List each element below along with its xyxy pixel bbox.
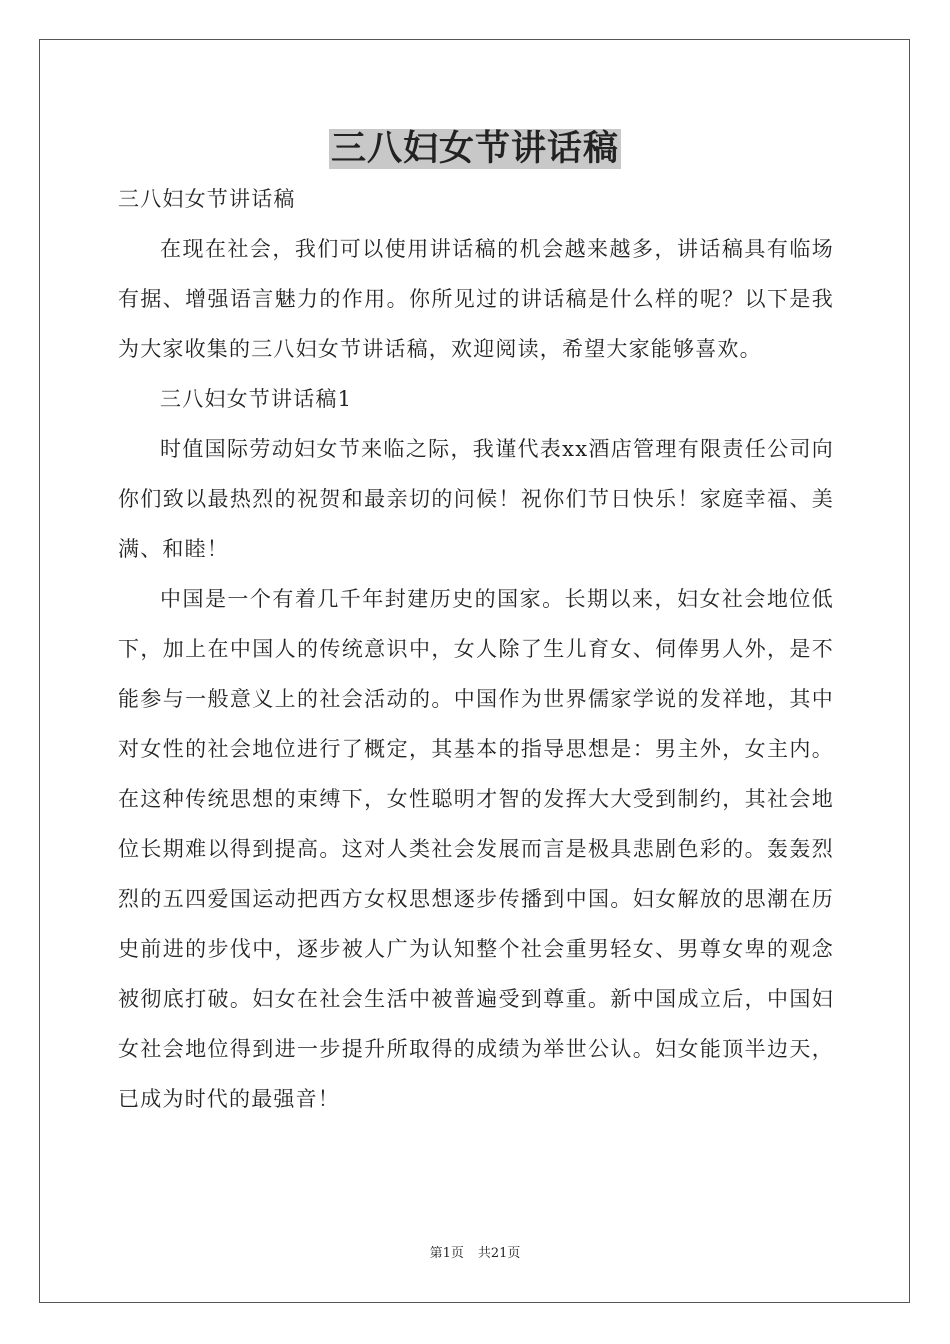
document-title: [0, 124, 950, 174]
body-heading: 三八妇女节讲话稿: [118, 187, 296, 211]
page-total: 共21页: [477, 1246, 521, 1261]
section-heading-1: 三八妇女节讲话稿1: [160, 387, 353, 411]
document-body: [118, 174, 834, 1124]
document-title-text: 三八妇女节讲话稿: [330, 129, 619, 169]
paragraph-greeting: 时值国际劳动妇女节来临之际，我谨代表xx酒店管理有限责任公司向你们致以最热烈的祝贺和最亲切的问候！祝你们节日快乐！家庭幸福、美满、和睦！: [118, 437, 834, 561]
paragraph-history: 中国是一个有着几千年封建历史的国家。长期以来，妇女社会地位低下，加上在中国人的传统意识中，女人除了生儿育女、伺俸男人外，是不能参与一般意义上的社会活动的。中国作为世界儒家学说的发祥地，其中对女性的社会地位进行了概定，其基本的指导思想是：男主外，女主内。在这种传统思想的束缚下，女性聪明才智的发挥大大受到制约，其社会地位长期难以得到提高。这对人类社会发展而言是极具悲剧色彩的。轰轰烈烈的五四爱国运动把西方女权思想逐步传播到中国。妇女解放的思潮在历史前进的步伐中，逐步被人广为认知整个社会重男轻女、男尊女卑的观念被彻底打破。妇女在社会生活中被普遍受到尊重。新中国成立后，中国妇女社会地位得到进一步提升所取得的成绩为举世公认。妇女能顶半边天，已成为时代的最强音！: [118, 587, 834, 1111]
paragraph-intro: 在现在社会，我们可以使用讲话稿的机会越来越多，讲话稿具有临场有据、增强语言魅力的作用。你所见过的讲话稿是什么样的呢？以下是我为大家收集的三八妇女节讲话稿，欢迎阅读，希望大家能够喜欢。: [118, 237, 834, 361]
page-number: 第1页: [429, 1246, 464, 1261]
page-footer: [0, 1244, 950, 1264]
